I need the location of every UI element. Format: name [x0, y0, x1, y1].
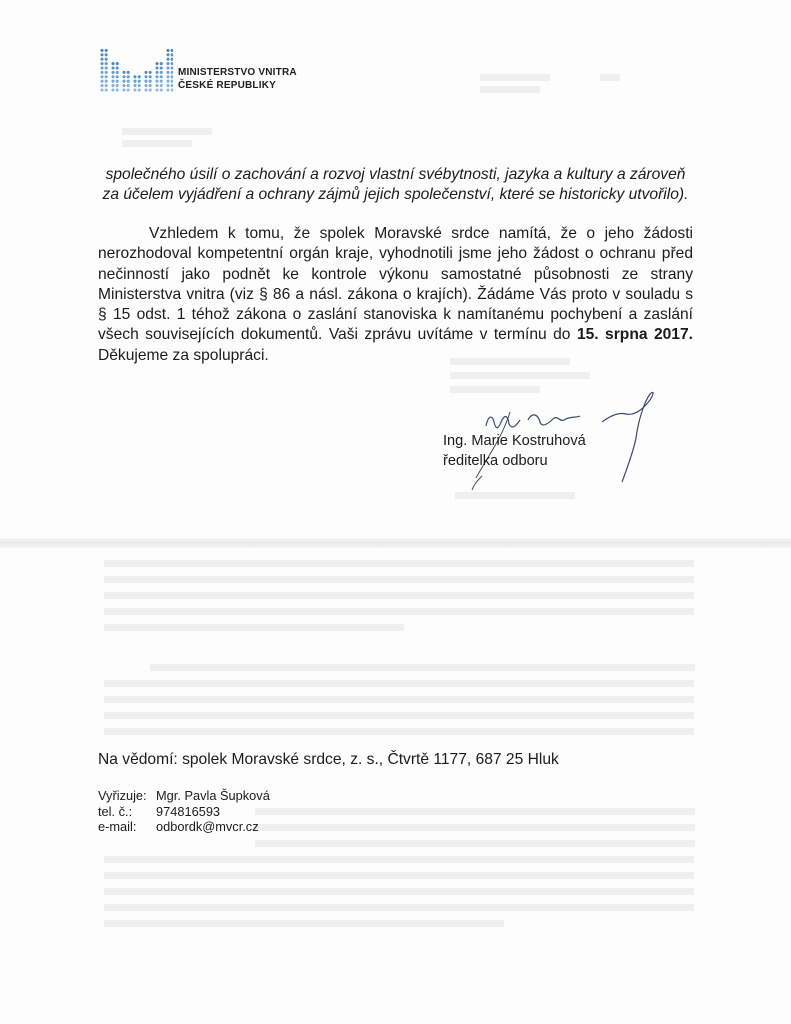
intro-line-2: za účelem vyjádření a ochrany zájmů jejich společenství, které se historicky utvořilo).: [102, 186, 689, 203]
closing-thanks: Děkujeme za spolupráci.: [98, 346, 269, 364]
intro-text: [98, 165, 693, 205]
signature-block: [443, 431, 586, 471]
body-paragraph: [98, 224, 693, 366]
signatory-name: Ing. Marie Kostruhová: [443, 433, 586, 449]
contact-value: odbordk@mvcr.cz: [156, 819, 259, 834]
contact-details: [98, 788, 270, 835]
contact-row: [98, 788, 270, 804]
contact-label: Vyřizuje:: [98, 788, 147, 803]
ministry-logo: [98, 44, 173, 92]
ministry-name-line1: MINISTERSTVO VNITRA: [178, 67, 297, 78]
contact-label: tel. č.:: [98, 803, 133, 819]
contact-row: [98, 819, 270, 835]
signatory-role: ředitelka odboru: [443, 453, 548, 469]
ministry-name: [178, 66, 297, 92]
contact-value: 974816593: [156, 803, 221, 819]
paper-fold: [0, 538, 791, 548]
intro-line-1: společného úsilí o zachování a rozvoj vlastní svébytnosti, jazyka a kultury a zároveň: [105, 166, 686, 183]
contact-row: [98, 804, 270, 820]
deadline-date: 15. srpna 2017.: [576, 326, 693, 344]
body-text: Vzhledem k tomu, že spolek Moravské srdce namítá, že o jeho žádosti nerozhodoval kompetentní orgán kraje, vyhodnotili jsme jeho žádost o ochranu před nečinností jako podnět ke kontrole výkonu samostatné působnosti ze strany Ministerstva vnitra (viz § 86 a násl. zákona o krajích). Žádáme Vás proto v souladu s § 15 odst. 1 téhož zákona o zaslání stanoviska k namítanému pochybení a zaslání všech souvisejících dokumentů. Vaši zprávu uvítáme v termínu do: [98, 225, 693, 344]
ministry-name-line2: ČESKÉ REPUBLIKY: [178, 80, 277, 91]
contact-value: Mgr. Pavla Šupková: [156, 788, 270, 803]
cc-line: Na vědomí: spolek Moravské srdce, z. s., Čtvrtě 1177, 687 25 Hluk: [98, 751, 559, 768]
contact-label: e-mail:: [98, 819, 137, 834]
